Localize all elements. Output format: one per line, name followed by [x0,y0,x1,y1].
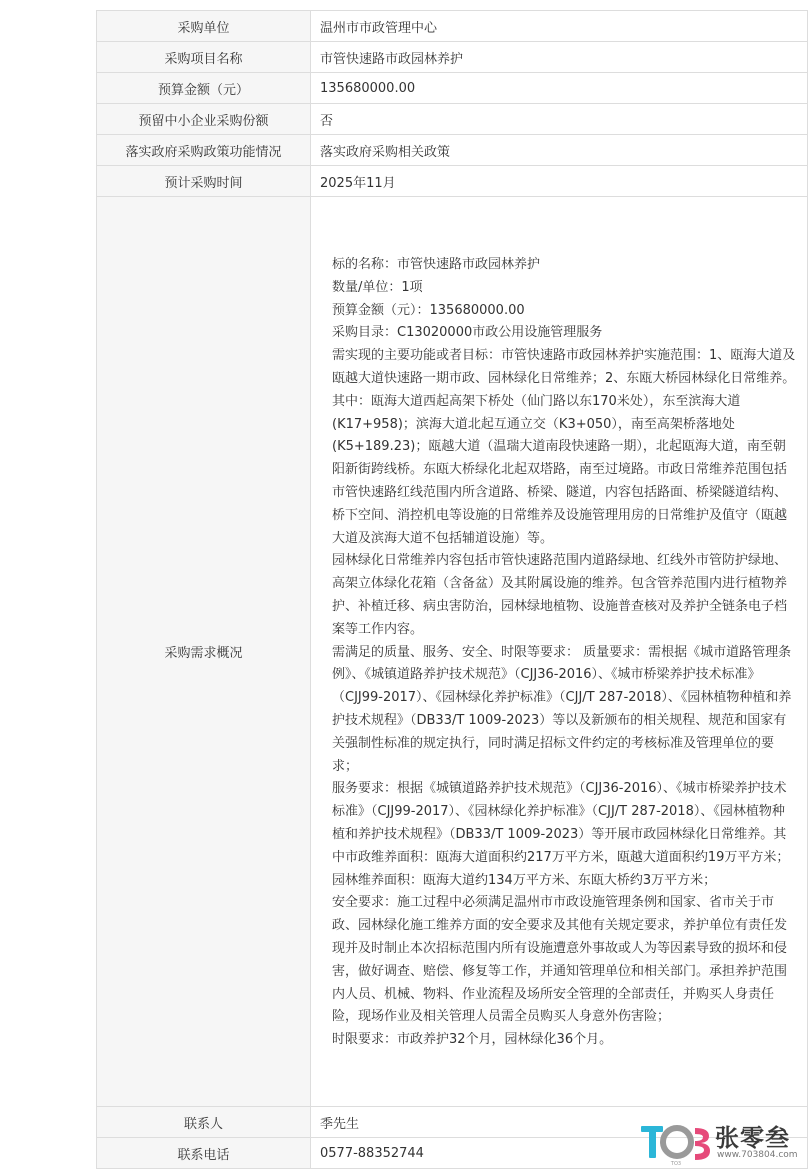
row-policy [97,135,808,166]
label-contact: 联系人 [97,1107,311,1138]
label-project-name: 采购项目名称 [97,42,311,73]
label-policy: 落实政府采购政策功能情况 [97,135,311,166]
summary-paragraph: 需实现的主要功能或者目标：市管快速路市政园林养护实施范围：1、瓯海大道及瓯越大道快速路一期市政、园林绿化日常维养；2、东瓯大桥园林绿化日常维养。其中：瓯海大道西起高架下桥处（仙门路以东170米处），东至滨海大道(K17+958)；滨海大道北起互通立交（K3+050），南至高架桥落地处(K5+189.23)；瓯越大道（温瑞大道南段快速路一期），北起瓯海大道，南至朝阳新街跨线桥。东瓯大桥绿化北起双塔路，南至过境路。市政日常维养范围包括市管快速路红线范围内所含道路、桥梁、隧道，内容包括路面、桥梁隧道结构、桥下空间、消控机电等设施的日常维养及设施管理用房的日常维护及值守（瓯越大道及滨海大道不包括辅道设施）等。 [332,348,796,546]
label-budget: 预算金额（元） [97,73,311,104]
summary-paragraph: 时限要求：市政养护32个月，园林绿化36个月。 [332,1032,613,1048]
value-project-name: 市管快速路市政园林养护 [311,42,808,73]
row-expected-time [97,166,808,197]
row-project-name [97,42,808,73]
summary-paragraph: 标的名称：市管快速路市政园林养护 [332,257,541,272]
summary-paragraph: 服务要求：根据《城镇道路养护技术规范》（CJJ36-2016）、《城市桥梁养护技术标准》（CJJ99-2017）、《园林绿化养护标准》（CJJ/T 287-2018）、《园林植物种植和养护技术规程》（DB33/T 1009-2023）等开展市政园林绿化日常维养。其中市政维养面积：瓯海大道面积约217万平方米，瓯越大道面积约19万平方米；园林维养面积：瓯海大道约134万平方米、东瓯大桥约3万平方米； [332,781,790,888]
watermark-badge-icon [639,1116,713,1166]
value-summary [311,197,808,1107]
value-phone: 0577-88352744 [311,1138,808,1169]
row-sme-share [97,104,808,135]
value-expected-time: 2025年11月 [311,166,808,197]
row-purchaser [97,11,808,42]
row-summary [97,197,808,1107]
summary-paragraph: 需满足的质量、服务、安全、时限等要求： 质量要求：需根据《城市道路管理条例》、《城镇道路养护技术规范》（CJJ36-2016）、《城市桥梁养护技术标准》（CJJ99-2017）、《园林绿化养护标准》（CJJ/T 287-2018）、《园林植物种植和养护技术规程》（DB33/T 1009-2023）等以及新颁布的相关规程、规范和国家有关强制性标准的规定执行，同时满足招标文件约定的考核标准及管理单位的要求； [332,644,792,774]
value-contact: 季先生 [311,1107,808,1138]
row-budget [97,73,808,104]
watermark-badge-text: TO3 [670,1161,682,1166]
label-phone: 联系电话 [97,1138,311,1169]
summary-paragraph: 采购目录：C13020000市政公用设施管理服务 [332,325,603,341]
label-summary: 采购需求概况 [97,197,311,1107]
value-purchaser: 温州市市政管理中心 [311,11,808,42]
watermark-logo [639,1116,799,1166]
label-expected-time: 预计采购时间 [97,166,311,197]
summary-text [332,254,797,1052]
summary-paragraph: 安全要求：施工过程中必须满足温州市市政设施管理条例和国家、省市关于市政、园林绿化施工维养方面的安全要求及其他有关规定要求，养护单位有责任发现并及时制止本次招标范围内所有设施遭意外事故或人为等因素导致的损坏和侵害，做好调查、赔偿、修复等工作，并通知管理单位和相关部门。承担养护范围内人员、机械、物料、作业流程及场所安全管理的全部责任，并购买人身责任险，现场作业及相关管理人员需全员购买人身意外伤害险； [332,895,788,1025]
value-sme-share: 否 [311,104,808,135]
summary-paragraph: 预算金额（元）：135680000.00 [332,302,525,318]
summary-paragraph: 数量/单位：1项 [332,279,423,295]
watermark-name: 张零叁 [715,1124,790,1152]
label-purchaser: 采购单位 [97,11,311,42]
value-policy: 落实政府采购相关政策 [311,135,808,166]
summary-paragraph: 园林绿化日常维养内容包括市管快速路范围内道路绿地、红线外市管防护绿地、高架立体绿化花箱（含备盆）及其附属设施的维养。包含管养范围内进行植物养护、补植迁移、病虫害防治，园林绿地植物、设施普查核对及养护全链条电子档案等工作内容。 [332,553,788,637]
watermark-url: www.703804.com [717,1150,798,1160]
value-budget: 135680000.00 [311,73,808,104]
label-sme-share: 预留中小企业采购份额 [97,104,311,135]
procurement-info-table-wrapper [96,10,808,1169]
procurement-info-table [96,10,808,1169]
